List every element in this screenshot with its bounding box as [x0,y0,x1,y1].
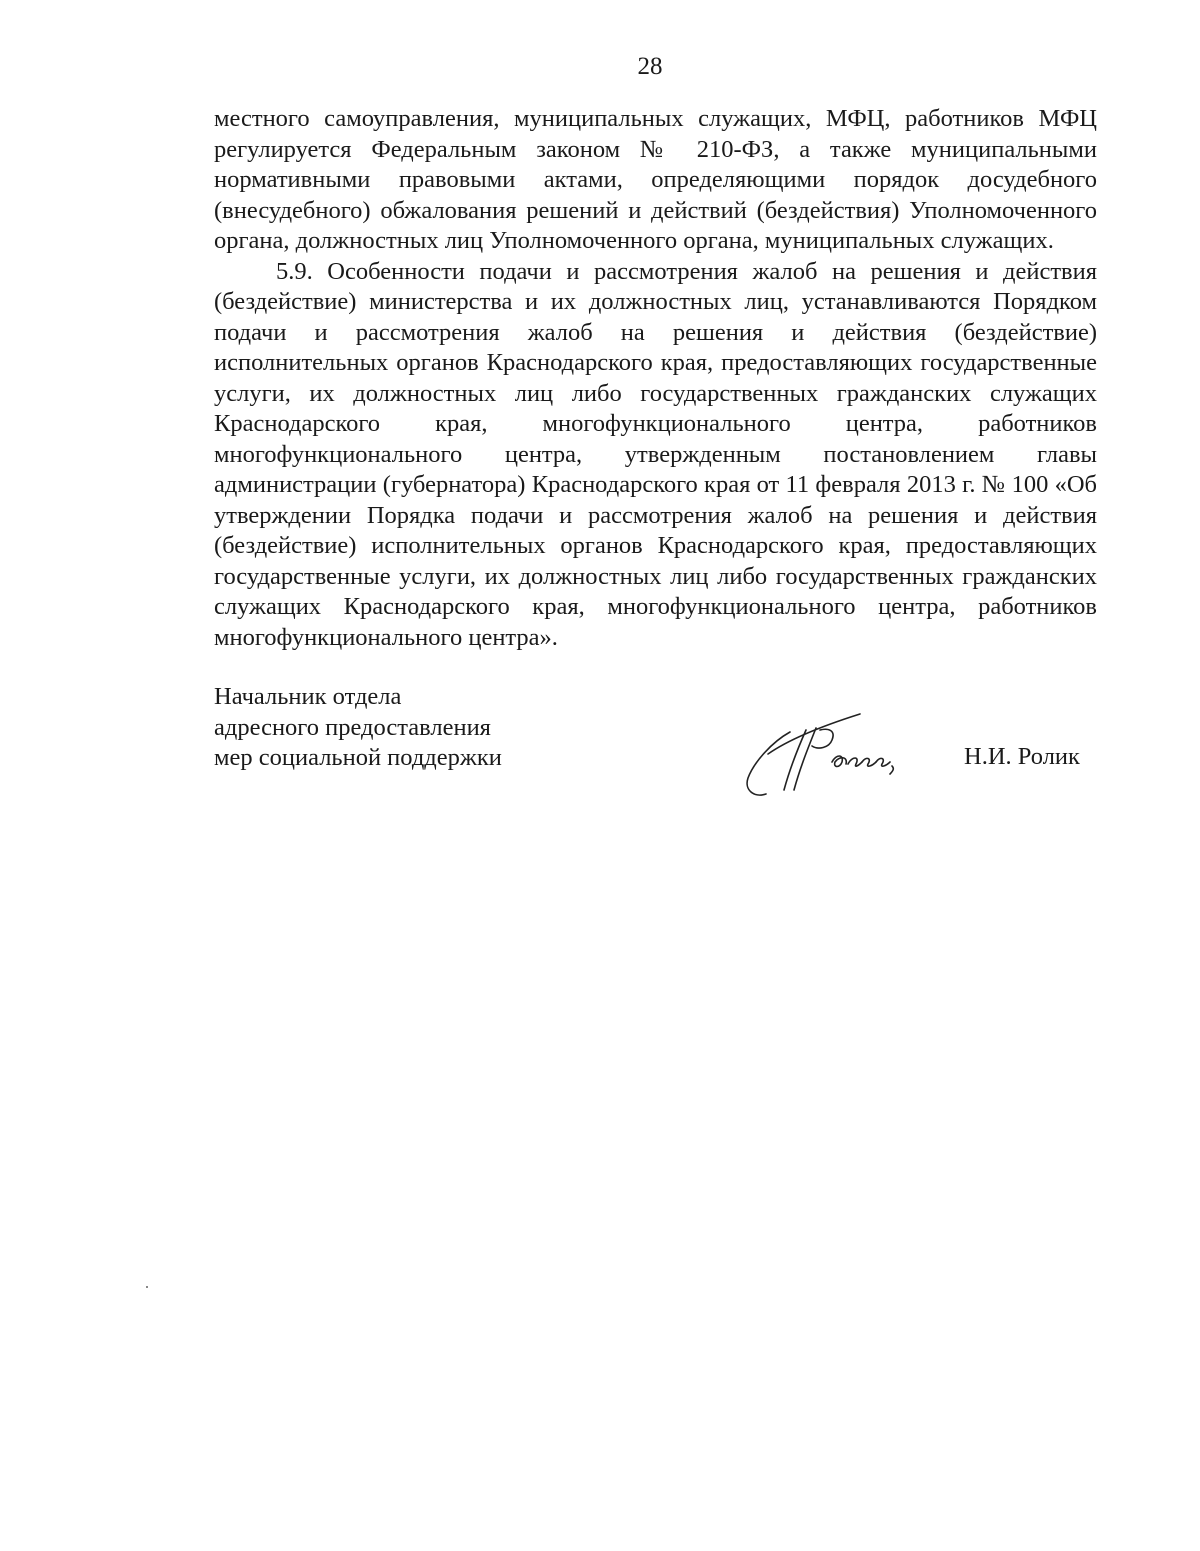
page-number: 28 [637,53,663,80]
body-text [214,104,1097,653]
paragraph-continuation: местного самоуправления, муниципальных служащих, МФЦ, работников МФЦ регулируется Федеральным законом № 210-ФЗ, а также муниципальными нормативными правовыми актами, определяющими порядок досудебного (внесудебного) обжалования решений и действий (бездействия) Уполномоченного органа, должностных лиц Уполномоченного органа, муниципальных служащих. [214,105,1097,254]
handwritten-signature [732,706,912,802]
scan-artifact [146,1286,148,1288]
signatory-title-line: адресного предоставления [214,713,491,741]
signatory-title [214,682,502,774]
signer-name: Н.И. Ролик [964,743,1080,770]
paragraph-5-9: 5.9. Особенности подачи и рассмотрения жалоб на решения и действия (бездействие) министерства и их должностных лиц, устанавливаются Порядком подачи и рассмотрения жалоб на решения и действия (бездействие) исполнительных органов Краснодарского края, предоставляющих государственные услуги, их должностных лиц либо государственных гражданских служащих Краснодарского края, многофункционального центра, работников многофункционального центра, утвержденным постановлением главы администрации (губернатора) Краснодарского края от 11 февраля 2013 г. № 100 «Об утверждении Порядка подачи и рассмотрения жалоб на решения и действия (бездействие) исполнительных органов Краснодарского края, предоставляющих государственные услуги, их должностных лиц либо государственных гражданских служащих Краснодарского края, многофункционального центра, работников многофункционального центра». [214,257,1097,651]
signatory-title-line: Начальник отдела [214,683,402,710]
signatory-title-line: мер социальной поддержки [214,744,502,771]
